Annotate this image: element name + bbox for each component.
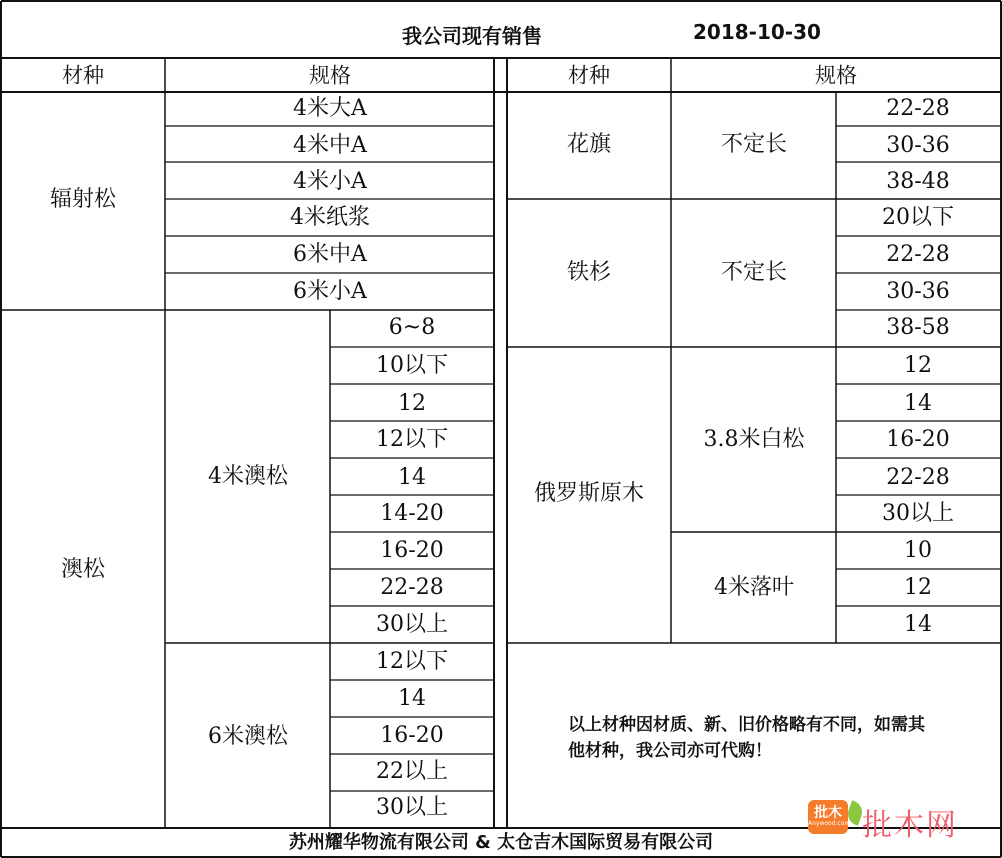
radiata-spec: 4米中A xyxy=(293,133,367,158)
radiata-spec: 4米纸浆 xyxy=(290,205,370,230)
radiata-material: 辐射松 xyxy=(49,187,117,212)
right-size: 38-58 xyxy=(886,315,950,340)
right-header-material: 材种 xyxy=(568,63,610,88)
right-size: 12 xyxy=(904,575,932,600)
right-sub-name: 4米落叶 xyxy=(714,575,794,600)
aus-size: 16-20 xyxy=(380,723,444,748)
right-size: 22-28 xyxy=(886,96,950,121)
right-size: 14 xyxy=(904,391,932,416)
right-size: 30-36 xyxy=(886,133,950,158)
note-line: 以上材种因材质、新、旧价格略有不同，如需其 xyxy=(568,715,925,735)
aus-size: 30以上 xyxy=(376,795,448,820)
right-material: 俄罗斯原木 xyxy=(533,481,645,506)
aus-size: 22-28 xyxy=(380,575,444,600)
aus-size: 16-20 xyxy=(380,538,444,563)
aus-size: 12以下 xyxy=(376,649,448,674)
aus-material: 澳松 xyxy=(60,557,106,582)
right-size: 10 xyxy=(904,538,932,563)
right-material: 花旗 xyxy=(566,132,612,157)
note-text xyxy=(568,712,994,764)
right-size: 14 xyxy=(904,612,932,637)
right-sub-name: 3.8米白松 xyxy=(703,427,805,452)
right-sub-name: 不定长 xyxy=(720,132,788,157)
aus-group-name: 4米澳松 xyxy=(208,464,288,489)
right-sub-name: 不定长 xyxy=(720,260,788,285)
radiata-spec: 6米中A xyxy=(293,242,367,267)
aus-size: 6~8 xyxy=(388,315,436,340)
right-size: 16-20 xyxy=(886,427,950,452)
sheet-date: 2018-10-30 xyxy=(693,20,821,44)
aus-size: 14 xyxy=(398,465,426,490)
note-line: 他材种，我公司亦可代购！ xyxy=(568,741,772,761)
aus-size: 14-20 xyxy=(380,501,444,526)
aus-size: 12以下 xyxy=(376,427,448,452)
right-header-spec: 规格 xyxy=(815,63,857,88)
watermark-logo-text: 批木 xyxy=(814,805,842,821)
sheet-title: 我公司现有销售 xyxy=(402,24,542,48)
right-size: 22-28 xyxy=(886,465,950,490)
aus-size: 10以下 xyxy=(376,353,448,378)
right-material: 铁杉 xyxy=(566,260,612,285)
aus-size: 14 xyxy=(398,686,426,711)
aus-size: 12 xyxy=(398,391,426,416)
right-size: 20以下 xyxy=(882,205,954,230)
left-header-material: 材种 xyxy=(62,63,104,88)
right-size: 38-48 xyxy=(886,169,950,194)
aus-size: 22以上 xyxy=(376,759,448,784)
watermark-brand: 批木网 xyxy=(862,808,958,843)
watermark-logo-subtext: Anywood.com xyxy=(808,820,851,827)
right-size: 22-28 xyxy=(886,242,950,267)
right-size: 30-36 xyxy=(886,279,950,304)
radiata-spec: 6米小A xyxy=(293,279,367,304)
footer-text: 苏州耀华物流有限公司 & 太仓吉木国际贸易有限公司 xyxy=(288,832,714,853)
left-header-spec: 规格 xyxy=(309,63,351,88)
radiata-spec: 4米小A xyxy=(293,169,367,194)
aus-size: 30以上 xyxy=(376,612,448,637)
right-size: 12 xyxy=(904,353,932,378)
right-size: 30以上 xyxy=(882,501,954,526)
aus-group-name: 6米澳松 xyxy=(208,724,288,749)
radiata-spec: 4米大A xyxy=(293,96,367,121)
